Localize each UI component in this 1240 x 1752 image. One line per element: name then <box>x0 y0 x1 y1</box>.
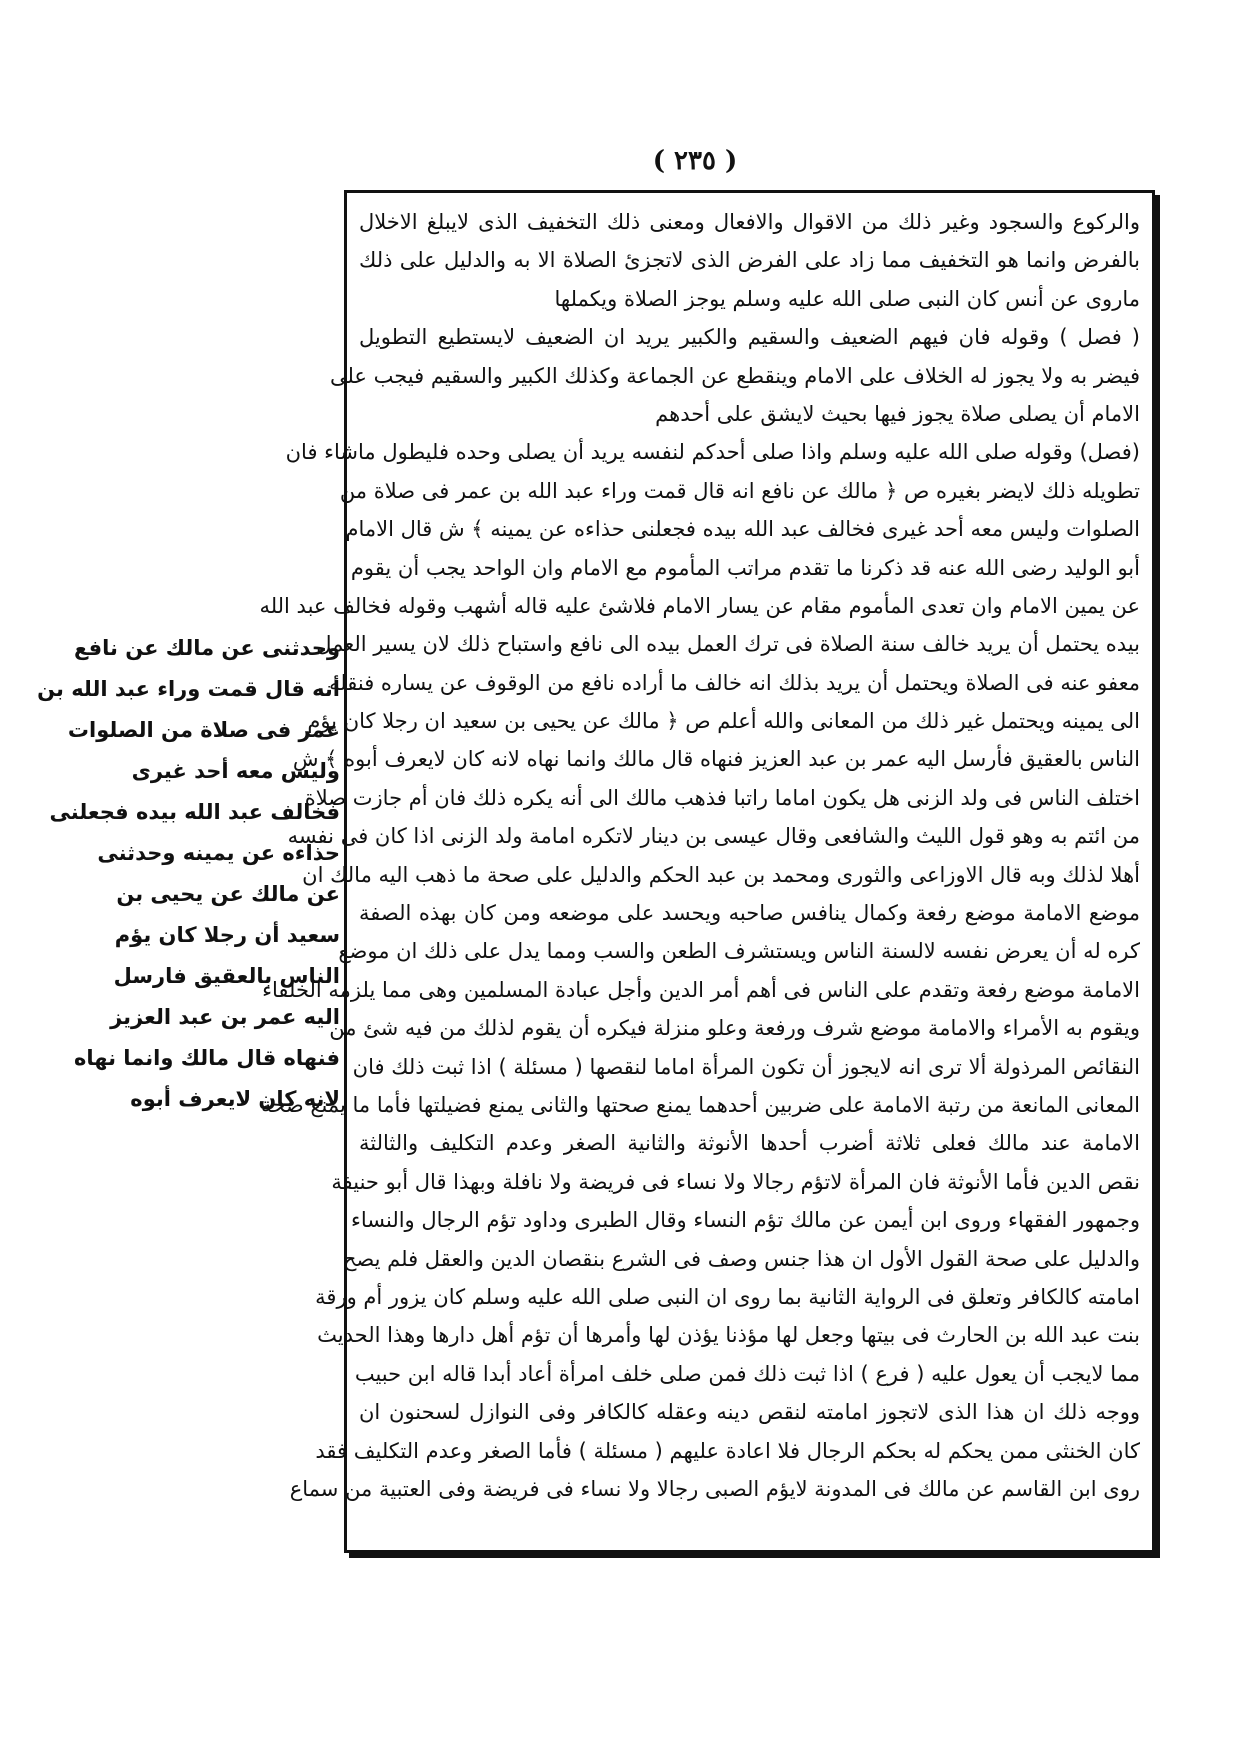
main-text-line: الى يمينه ويحتمل غير ذلك من المعانى والله أعلم ص ﴿ مالك عن يحيى بن سعيد ان رجلا كان يؤم <box>307 709 1140 734</box>
margin-note-line: سعيد أن رجلا كان يؤم <box>114 923 340 947</box>
main-text-line: وجمهور الفقهاء وروى ابن أيمن عن مالك تؤم النساء وقال الطبرى وداود تؤم الرجال والنساء <box>350 1208 1140 1233</box>
main-text-line: كان الخنثى ممن يحكم له بحكم الرجال فلا اعادة عليهم ( مسئلة ) فأما الصغر وعدم التكليف فقد <box>315 1438 1140 1463</box>
main-text-line: امامته كالكافر وتعلق فى الرواية الثانية بما روى ان النبى صلى الله عليه وسلم كان يزور أم ورقة <box>315 1284 1140 1309</box>
main-text-line: والدليل على صحة القول الأول ان هذا جنس وصف فى الشرع بنقصان الدين والعقل فلم يصح <box>342 1246 1140 1271</box>
main-text-line: بيده يحتمل أن يريد خالف سنة الصلاة فى ترك العمل بيده الى نافع واستباح ذلك لان يسير العمل <box>316 632 1140 657</box>
main-text-frame <box>259 190 1155 1553</box>
margin-note-line: أنه قال قمت وراء عبد الله بن <box>37 677 340 701</box>
main-text-line: بالفرض وانما هو التخفيف مما زاد على الفرض الذى لاتجزئ الصلاة الا به والدليل على ذلك <box>359 248 1140 273</box>
main-text-line: مما لايجب أن يعول عليه ( فرع ) اذا ثبت ذلك فمن صلى خلف امرأة أعاد أبدا قاله ابن حبيب <box>354 1361 1140 1386</box>
main-text-line: النقائص المرذولة ألا ترى انه لايجوز أن تكون المرأة اماما لنقصها ( مسئلة ) اذا ثبت ذلك فان <box>352 1054 1140 1079</box>
main-text-line: تطويله ذلك لايضر بغيره ص ﴿ مالك عن نافع انه قال قمت وراء عبد الله بن عمر فى صلاة من <box>339 478 1140 503</box>
main-text-line: ( فصل ) وقوله فان فيهم الضعيف والسقيم والكبير يريد ان الضعيف لايستطيع التطويل <box>359 325 1140 350</box>
main-text-line: أهلا لذلك وبه قال الاوزاعى والثورى ومحمد بن عبد الحكم والدليل على صحة ما ذهب اليه مالك ان <box>302 862 1140 887</box>
main-text-line: الامام أن يصلى صلاة يجوز فيها بحيث لايشق على أحدهم <box>655 401 1140 426</box>
margin-note-line: فخالف عبد الله بيده فجعلنى <box>49 800 340 824</box>
main-text-body <box>259 203 1140 1540</box>
main-text-line: المعانى المانعة من رتبة الامامة على ضربين أحدهما يمنع صحتها والثانى يمنع فضيلتها فأما ما يمنع صحة <box>261 1092 1140 1117</box>
main-text-line: فيضر به ولا يجوز له الخلاف على الامام وينقطع عن الجماعة وكذلك الكبير والسقيم فيجب على <box>329 363 1140 388</box>
main-text-line: معفو عنه فى الصلاة ويحتمل أن يريد بذلك انه خالف ما أراده نافع من الوقوف عن يساره فنقله <box>329 670 1140 695</box>
margin-note-line: وليس معه أحد غيرى <box>131 759 340 783</box>
margin-note-line: لانه كان لايعرف أبوه <box>130 1087 340 1111</box>
margin-note-line: اليه عمر بن عبد العزيز <box>110 1005 340 1029</box>
main-text-line: عن يمين الامام وان تعدى المأموم مقام عن يسار الامام فلاشئ عليه قاله أشهب وقوله فخالف عبد الله <box>259 593 1140 618</box>
margin-note-line: الناس بالعقيق فارسل <box>113 964 340 988</box>
main-text-line: الامامة عند مالك فعلى ثلاثة أضرب أحدها الأنوثة والثانية الصغر وعدم التكليف والثالثة <box>359 1131 1140 1156</box>
main-text-line: (فصل) وقوله صلى الله عليه وسلم واذا صلى أحدكم لنفسه يريد أن يصلى وحده فليطول ماشاء فان <box>285 440 1140 465</box>
main-text-line: الناس بالعقيق فأرسل اليه عمر بن عبد العزيز فنهاه قال مالك وانما نهاه لانه كان لايعرف أبوه ﴾ ش <box>292 747 1140 772</box>
margin-note-line: فنهاه قال مالك وانما نهاه <box>73 1046 340 1070</box>
main-text-line: ماروى عن أنس كان النبى صلى الله عليه وسلم يوجز الصلاة ويكملها <box>554 286 1140 311</box>
main-text-line: ووجه ذلك ان هذا الذى لاتجوز امامته لنقص دينه وعقله كالكافر وفى النوازل لسحنون ان <box>359 1400 1140 1425</box>
main-text-line: ويقوم به الأمراء والامامة موضع شرف ورفعة وعلو منزلة فيكره أن يقوم لذلك من فيه شئ من <box>329 1016 1140 1041</box>
main-text-line: الصلوات وليس معه أحد غيرى فخالف عبد الله بيده فجعلنى حذاءه عن يمينه ﴾ ش قال الامام <box>345 517 1140 542</box>
main-text-line: كره له أن يعرض نفسه لالسنة الناس ويستشرف الطعن والسب ومما يدل على ذلك ان موضع <box>338 939 1140 964</box>
main-text-line: والركوع والسجود وغير ذلك من الاقوال والافعال ومعنى ذلك التخفيف الذى لايبلغ الاخلال <box>359 210 1140 234</box>
page-number: ( ٢٣٥ ) <box>652 146 738 176</box>
main-text-line: موضع الامامة موضع رفعة وكمال ينافس صاحبه ويحسد على موضعه ومن كان بهذه الصفة <box>359 901 1140 926</box>
margin-note-line: وحدثنى عن مالك عن نافع <box>74 636 340 660</box>
main-text-line: الامامة موضع رفعة وتقدم على الناس فى أهم أمر الدين وأجل عبادة المسلمين وهى مما يلزمه الخلفاء <box>262 977 1140 1002</box>
main-text-line: نقص الدين فأما الأنوثة فان المرأة لاتؤم رجالا ولا نساء فى فريضة ولا نافلة وبهذا قال أبو حنيفة <box>331 1169 1140 1194</box>
margin-note-line: عمر فى صلاة من الصلوات <box>67 718 340 742</box>
main-text-line: من ائتم به وهو قول الليث والشافعى وقال عيسى بن دينار لاتكره امامة ولد الزنى اذا كان فى نفسه <box>287 824 1140 849</box>
main-text-line: أبو الوليد رضى الله عنه قد ذكرنا ما تقدم مراتب المأموم مع الامام وان الواحد يجب أن يقوم <box>350 555 1140 580</box>
margin-note <box>37 628 340 1120</box>
main-text-line: روى ابن القاسم عن مالك فى المدونة لايؤم الصبى رجالا ولا نساء فى فريضة وفى العتبية من سماع <box>289 1476 1140 1501</box>
margin-note-line: عن مالك عن يحيى بن <box>116 882 340 906</box>
main-text-line: بنت عبد الله بن الحارث فى بيتها وجعل لها مؤذنا يؤذن لها وأمرها أن تؤم أهل دارها وهذا الحديث <box>317 1323 1140 1348</box>
margin-note-line: حذاءه عن يمينه وحدثنى <box>97 841 340 865</box>
main-text-line: اختلف الناس فى ولد الزنى هل يكون اماما راتبا فذهب مالك الى أنه يكره ذلك فان أم جازت صلاة <box>304 785 1140 810</box>
